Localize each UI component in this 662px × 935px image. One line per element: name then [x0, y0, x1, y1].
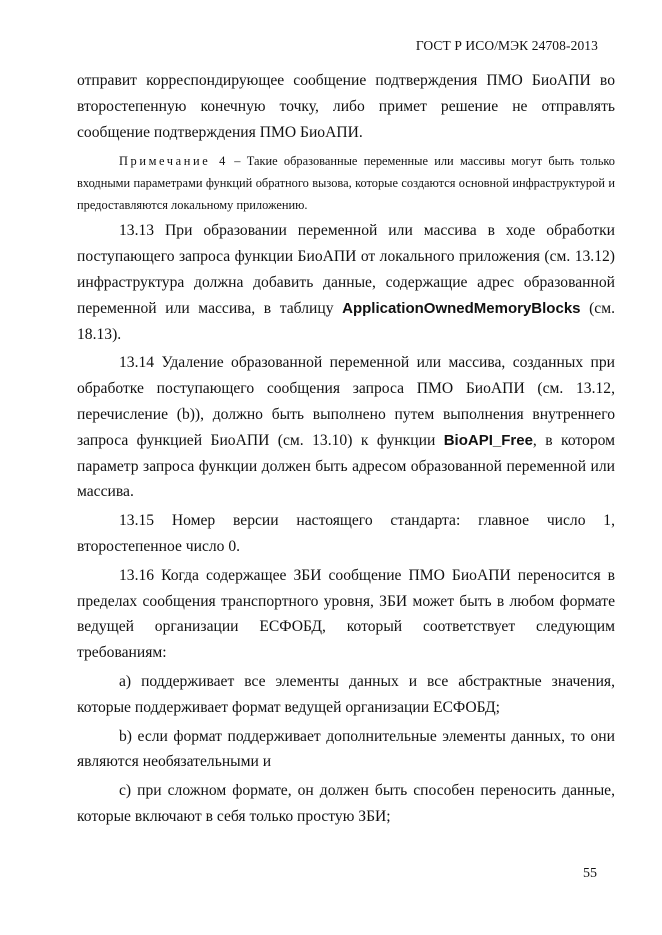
clause-13-13 — [77, 218, 615, 347]
document-header: ГОСТ Р ИСО/МЭК 24708-2013 — [415, 38, 598, 53]
clause-13-16: 13.16 Когда содержащее ЗБИ сообщение ПМО БиоАПИ переносится в пределах сообщения транспортного уровня, ЗБИ может быть в любом формате ведущей организации ЕСФОБД, который соответствует следующим требованиям: — [77, 566, 615, 662]
list-item-b: b) если формат поддерживает дополнительные элементы данных, то они являются необязательными и — [77, 727, 615, 771]
code-bioapi-free: BioAPI_Free — [443, 431, 533, 449]
paragraph-continuation: отправит корреспондирующее сообщение подтверждения ПМО БиоАПИ во второстепенную конечную точку, либо примет решение не отправлять сообщение подтверждения ПМО БиоАПИ. — [77, 72, 615, 141]
list-item-c: c) при сложном формате, он должен быть способен переносить данные, которые включают в себя только простую ЗБИ; — [77, 782, 615, 825]
clause-13-14-tail: , в котором параметр запроса функции должен быть адресом образованной переменной или массива. — [77, 431, 615, 501]
note-4 — [77, 150, 615, 216]
clause-13-13-text: 13.13 При образовании переменной или массива в ходе обработки поступающего запроса функции БиоАПИ от локального приложения (см. 13.12) инфраструктура должна добавить данные, содержащие адрес образованной переменной или массива, в таблицу — [77, 222, 615, 317]
note-label: Примечание 4 — [119, 154, 228, 169]
document-body — [77, 68, 615, 830]
clause-13-15: 13.15 Номер версии настоящего стандарта: главное число 1, второстепенное число 0. — [77, 512, 615, 555]
clause-13-14 — [77, 350, 615, 505]
code-application-owned-memory-blocks: ApplicationOwnedMemoryBlocks — [342, 299, 581, 317]
clause-13-13-tail: (см. 18.13). — [77, 299, 615, 343]
clause-13-14-text: 13.14 Удаление образованной переменной или массива, созданных при обработке поступающего сообщения запроса ПМО БиоАПИ (см. 13.12, перечисление (b)), должно быть выполнено путем выполнения внутреннего запроса функцией БиоАПИ (см. 13.10) к функции — [77, 354, 615, 449]
list-item-a: a) поддерживает все элементы данных и все абстрактные значения, которые поддерживает формат ведущей организации ЕСФОБД; — [77, 672, 615, 716]
note-text: – Такие образованные переменные или массивы могут быть только входными параметрами функций обратного вызова, которые создаются основной инфраструктурой и предоставляются локальному приложению. — [77, 154, 615, 213]
page-number: 55 — [583, 866, 597, 881]
